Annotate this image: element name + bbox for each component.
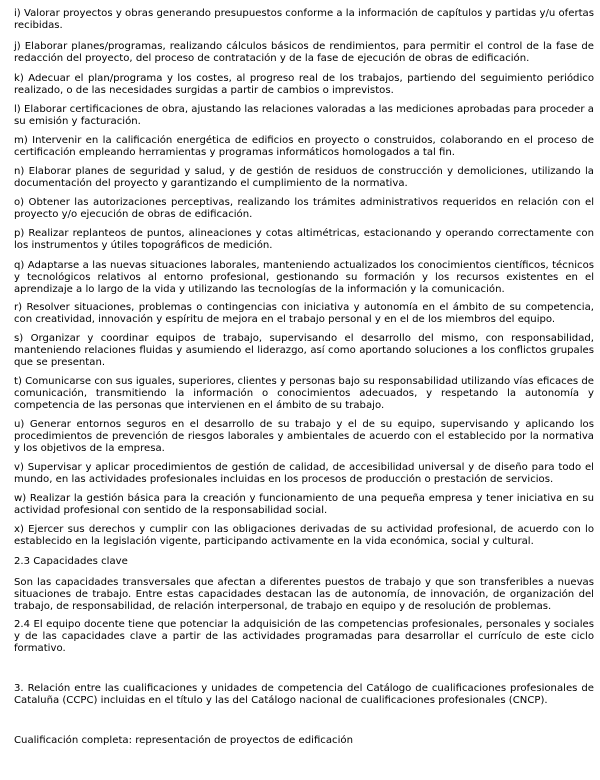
item-n: n) Elaborar planes de seguridad y salud, y de gestión de residuos de construcción y demoliciones, utilizando la documentación del proyecto y garantizando el cumplimiento de la normativa. — [14, 166, 594, 190]
item-m: m) Intervenir en la calificación energética de edificios en proyecto o construidos, colaborando en el proceso de certificación empleando herramientas y programas informáticos homologados a tal fin. — [14, 135, 594, 159]
item-q: q) Adaptarse a las nuevas situaciones laborales, manteniendo actualizados los conocimientos científicos, técnicos y tecnológicos relativos al entorno profesional, gestionando su formación y los recursos existentes en el aprendizaje a lo largo de la vida y utilizando las tecnologías de la información y la comunicación. — [14, 260, 594, 296]
qualification-line: Cualificación completa: representación de proyectos de edificación — [14, 735, 353, 746]
item-l: l) Elaborar certificaciones de obra, ajustando las relaciones valoradas a las mediciones aprobadas para proceder a su emisión y facturación. — [14, 104, 594, 128]
section-3-text: 3. Relación entre las cualificaciones y unidades de competencia del Catálogo de cualificaciones profesionales de Cataluña (CCPC) incluidas en el título y las del Catálogo nacional de cualificaciones profesionales (CNCP). — [14, 683, 594, 707]
section-2-3-text: Son las capacidades transversales que afectan a diferentes puestos de trabajo y que son transferibles a nuevas situaciones de trabajo. Entre estas capacidades destacan las de autonomía, de innovación, de organización del trabajo, de responsabilidad, de relación interpersonal, de trabajo en equipo y de resolución de problemas. — [14, 577, 594, 613]
item-x: x) Ejercer sus derechos y cumplir con las obligaciones derivadas de su actividad profesional, de acuerdo con lo establecido en la legislación vigente, participando activamente en la vida económica, social y cultural. — [14, 524, 594, 548]
section-2-3-heading: 2.3 Capacidades clave — [14, 556, 128, 567]
section-2-4-text: 2.4 El equipo docente tiene que potenciar la adquisición de las competencias profesionales, personales y sociales y de las capacidades clave a partir de las actividades programadas para desarrollar el currículo de este ciclo formativo. — [14, 619, 594, 655]
item-o: o) Obtener las autorizaciones perceptivas, realizando los trámites administrativos requeridos en relación con el proyecto y/o ejecución de obras de edificación. — [14, 197, 594, 221]
item-r: r) Resolver situaciones, problemas o contingencias con iniciativa y autonomía en el ámbito de su competencia, con creatividad, innovación y espíritu de mejora en el trabajo personal y en el de los miembros del equipo. — [14, 302, 594, 326]
item-j: j) Elaborar planes/programas, realizando cálculos básicos de rendimientos, para permitir el control de la fase de redacción del proyecto, del proceso de contratación y de la fase de ejecución de obras de edificación. — [14, 41, 594, 65]
item-t: t) Comunicarse con sus iguales, superiores, clientes y personas bajo su responsabilidad utilizando vías eficaces de comunicación, transmitiendo la información o conocimientos adecuados, y respetando la autonomía y competencia de las personas que intervienen en el ámbito de su trabajo. — [14, 376, 594, 412]
item-u: u) Generar entornos seguros en el desarrollo de su trabajo y el de su equipo, supervisando y aplicando los procedimientos de prevención de riesgos laborales y ambientales de acuerdo con el establecido por la normativa y los objetivos de la empresa. — [14, 419, 594, 455]
item-p: p) Realizar replanteos de puntos, alineaciones y cotas altimétricas, estacionando y operando correctamente con los instrumentos y útiles topográficos de medición. — [14, 228, 594, 252]
item-i: i) Valorar proyectos y obras generando presupuestos conforme a la información de capítulos y partidas y/u ofertas recibidas. — [14, 8, 594, 32]
item-s: s) Organizar y coordinar equipos de trabajo, supervisando el desarrollo del mismo, con responsabilidad, manteniendo relaciones fluidas y asumiendo el liderazgo, así como aportando soluciones a los conflictos grupales que se presentan. — [14, 333, 594, 369]
item-k: k) Adecuar el plan/programa y los costes, al progreso real de los trabajos, partiendo del seguimiento periódico realizado, o de las necesidades surgidas a partir de cambios o imprevistos. — [14, 73, 594, 97]
item-w: w) Realizar la gestión básica para la creación y funcionamiento de una pequeña empresa y tener iniciativa en su actividad profesional con sentido de la responsabilidad social. — [14, 493, 594, 517]
item-v: v) Supervisar y aplicar procedimientos de gestión de calidad, de accesibilidad universal y de diseño para todo el mundo, en las actividades profesionales incluidas en los procesos de producción o prestación de servicios. — [14, 462, 594, 486]
